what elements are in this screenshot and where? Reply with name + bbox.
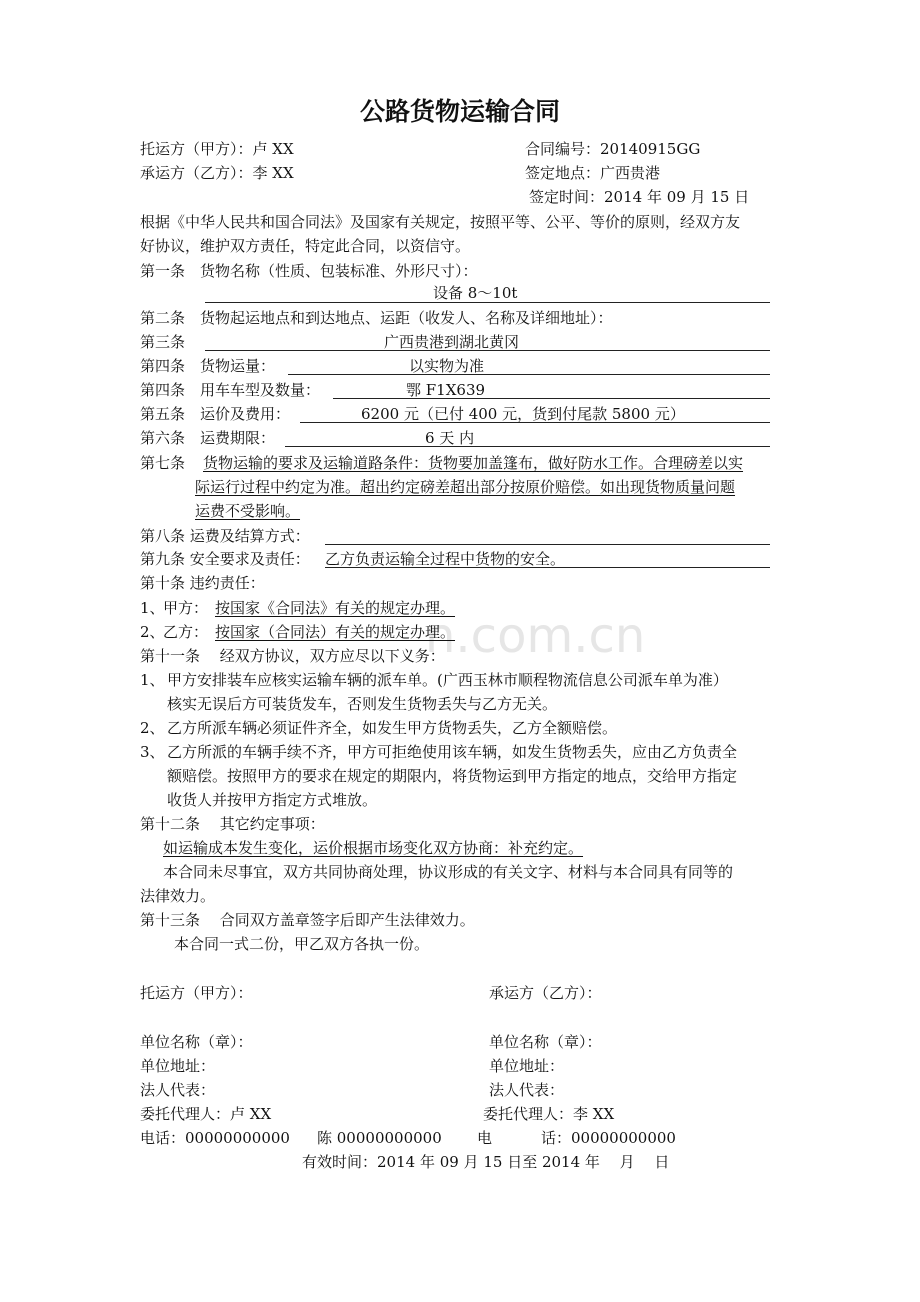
article-10-2-value: 按国家（合同法）有关的规定办理。 [215,623,456,641]
article-10-1-number: 1、 [140,599,165,617]
sign-shipper-address: 单位地址： [140,1057,216,1075]
sign-carrier-phone: 话：00000000000 [541,1129,676,1147]
sign-middle-phone: 陈 00000000000 [317,1129,442,1147]
preamble-line-1: 根据《中华人民共和国合同法》及国家有关规定，按照平等、公平、等价的原则，经双方友 [140,213,741,231]
shipper-party: 托运方（甲方）：卢 XX [140,140,294,158]
article-10-2-prefix: 乙方： [163,623,209,641]
preamble-line-2: 好协议，维护双方责任，特定此合同，以资信守。 [140,237,471,255]
article-11-2-number: 2、 [140,719,165,737]
article-4b-underline [333,398,770,399]
article-4b-label: 第四条 用车车型及数量： [140,381,321,399]
article-10-2-number: 2、 [140,623,165,641]
sign-carrier-address: 单位地址： [489,1057,565,1075]
article-6-value: 6 天 内 [425,429,475,447]
article-11-3-line: 收货人并按甲方指定方式堆放。 [167,791,378,809]
article-11-3-line: 乙方所派的车辆手续不齐，甲方可拒绝使用该车辆，如发生货物丢失，应由乙方负责全 [167,743,738,761]
article-11-1-number: 1、 [140,671,165,689]
sign-shipper-unit-name: 单位名称（章）： [140,1033,253,1051]
sign-shipper-agent: 委托代理人：卢 XX [140,1105,272,1123]
article-7-line: 运费不受影响。 [195,502,301,520]
article-8-underline [325,544,770,545]
article-1-value: 设备 8～10t [433,284,518,302]
article-3-value: 广西贵港到湖北黄冈 [384,333,520,351]
article-7-line: 际运行过程中约定为准。超出约定磅差超出部分按原价赔偿。如出现货物质量问题 [195,478,736,496]
watermark: n.com.cn [425,608,646,664]
article-11-3-line: 额赔偿。按照甲方的要求在规定的期限内，将货物运到甲方指定的地点，交给甲方指定 [167,767,738,785]
article-12-paragraph-line: 本合同未尽事宜，双方共同协商处理，协议形成的有关文字、材料与本合同具有同等的 [163,863,734,881]
sign-carrier-legal-rep: 法人代表： [489,1081,565,1099]
carrier-party: 承运方（乙方）：李 XX [140,164,294,182]
article-5-value: 6200 元（已付 400 元，货到付尾款 5800 元） [361,405,685,423]
article-12-value: 如运输成本发生变化，运价根据市场变化双方协商：补充约定。 [163,839,584,857]
sign-carrier-party: 承运方（乙方）： [489,984,602,1002]
sign-time: 签定时间：2014 年 09 月 15 日 [529,188,750,206]
article-7-label: 第七条 [140,454,186,472]
sign-place: 签定地点：广西贵港 [525,164,661,182]
sign-carrier-unit-name: 单位名称（章）： [489,1033,602,1051]
sign-shipper-phone: 电话：00000000000 [140,1129,290,1147]
article-7-line: 货物运输的要求及运输道路条件：货物要加盖篷布，做好防水工作。合理磅差以实 [203,454,744,472]
article-6-label: 第六条 运费期限： [140,429,276,447]
article-6-underline [285,446,770,447]
validity-period: 有效时间：2014 年 09 月 15 日至 2014 年 月 日 [302,1153,670,1171]
article-11-1-line: 甲方安排装车应核实运输车辆的派车单。(广西玉林市顺程物流信息公司派车单为准） [167,671,728,689]
article-11-3-number: 3、 [140,743,165,761]
article-5-label: 第五条 运价及费用： [140,405,291,423]
sign-shipper-party: 托运方（甲方）： [140,984,253,1002]
sign-carrier-agent: 委托代理人：李 XX [483,1105,615,1123]
article-4-underline [288,374,770,375]
article-11-label: 第十一条 经双方协议，双方应尽以下义务： [140,647,445,665]
copies-note: 本合同一式二份，甲乙双方各执一份。 [174,935,430,953]
article-13-label: 第十三条 合同双方盖章签字后即产生法律效力。 [140,911,475,929]
article-9-label: 第九条 安全要求及责任： [140,550,310,568]
article-12-paragraph-line: 法律效力。 [140,887,216,905]
article-10-label: 第十条 违约责任： [140,574,265,592]
article-10-1-prefix: 甲方： [163,599,209,617]
article-4b-value: 鄂 F1X639 [406,381,486,399]
article-12-label: 第十二条 其它约定事项： [140,815,325,833]
article-2-label: 第二条 货物起运地点和到达地点、运距（收发人、名称及详细地址）： [140,309,613,327]
article-10-1-value: 按国家《合同法》有关的规定办理。 [215,599,456,617]
sign-carrier-phone-label: 电 [477,1129,493,1147]
article-11-2-text: 乙方所派车辆必须证件齐全，如发生甲方货物丢失，乙方全额赔偿。 [167,719,618,737]
article-4-value: 以实物为准 [409,357,485,375]
contract-number: 合同编号：20140915GG [525,140,701,158]
article-8-label: 第八条 运费及结算方式： [140,527,310,545]
article-4-label: 第四条 货物运量： [140,357,276,375]
sign-shipper-legal-rep: 法人代表： [140,1081,216,1099]
article-11-1-line: 核实无误后方可装货发车，否则发生货物丢失与乙方无关。 [167,695,558,713]
article-3-label: 第三条 [140,333,186,351]
article-1-label: 第一条 货物名称（性质、包装标准、外形尺寸）： [140,262,478,280]
article-9-value: 乙方负责运输全过程中货物的安全。 [325,550,566,568]
document-title: 公路货物运输合同 [359,97,560,126]
